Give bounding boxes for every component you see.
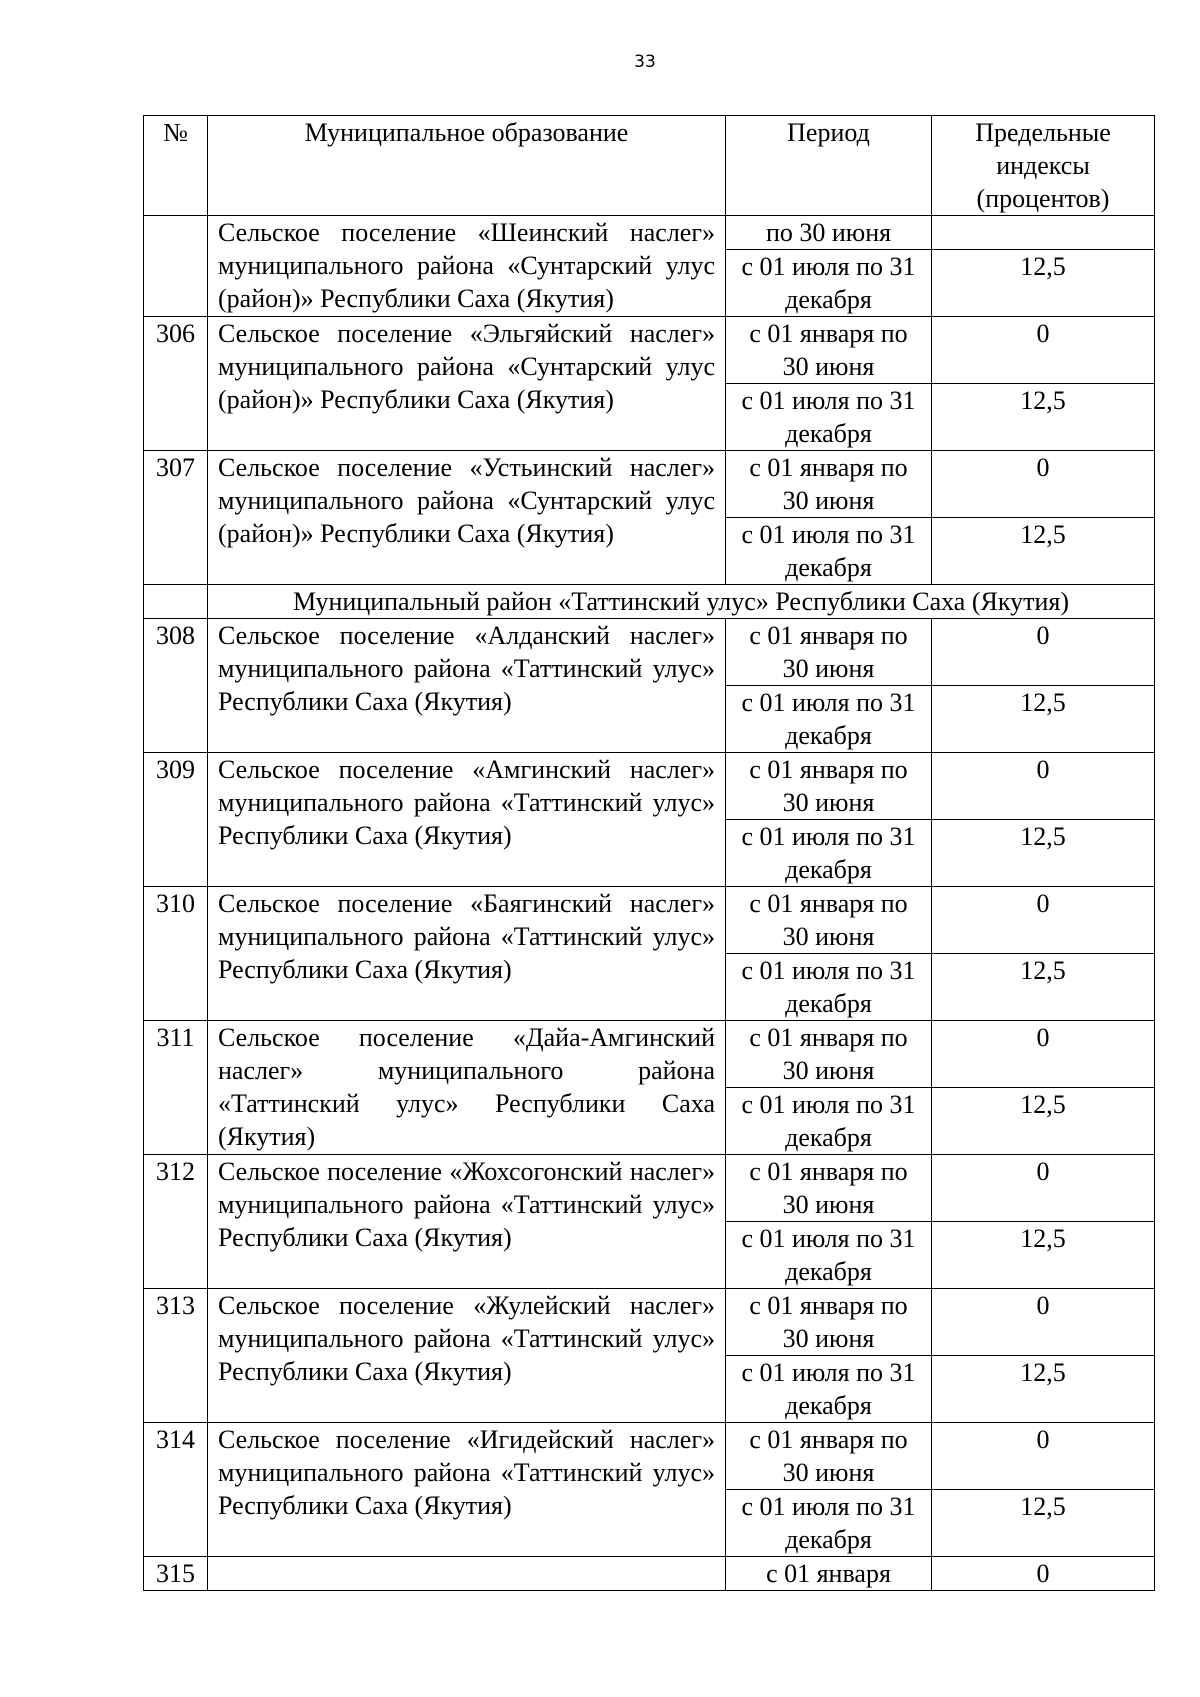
row-municipality: Сельское поселение «Жохсогонский наслег» муниципального района «Таттинский улус» Республики Саха (Якутия) <box>208 1155 726 1289</box>
row-period-second: с 01 июля по 31 декабря <box>726 250 932 317</box>
row-num: 310 <box>144 887 208 1021</box>
row-index-second: 12,5 <box>932 518 1155 585</box>
table-row-continuation <box>144 216 1155 250</box>
row-municipality: Сельское поселение «Эльгяйский наслег» муниципального района «Сунтарский улус (район)» Республики Саха (Якутия) <box>208 317 726 451</box>
row-period-first: с 01 января по 30 июня <box>726 1155 932 1222</box>
header-indices: Предельные индексы (процентов) <box>932 116 1155 216</box>
row-municipality: Сельское поселение «Игидейский наслег» муниципального района «Таттинский улус» Республики Саха (Якутия) <box>208 1423 726 1557</box>
header-period: Период <box>726 116 932 216</box>
header-num: № <box>144 116 208 216</box>
header-municipality: Муниципальное образование <box>208 116 726 216</box>
district-title: Муниципальный район «Таттинский улус» Республики Саха (Якутия) <box>208 585 1155 619</box>
row-num: 313 <box>144 1289 208 1423</box>
row-period-second: с 01 июля по 31 декабря <box>726 686 932 753</box>
row-period-first: с 01 января по 30 июня <box>726 451 932 518</box>
row-index-first: 0 <box>932 619 1155 686</box>
row-index-first: 0 <box>932 1557 1155 1591</box>
row-index-second: 12,5 <box>932 1222 1155 1289</box>
row-period-second: с 01 июля по 31 декабря <box>726 1356 932 1423</box>
row-municipality: Сельское поселение «Дайа-Амгинский наслег» муниципального района «Таттинский улус» Республики Саха (Якутия) <box>208 1021 726 1155</box>
row-period-second: с 01 июля по 31 декабря <box>726 954 932 1021</box>
row-index-second: 12,5 <box>932 1490 1155 1557</box>
table-row <box>144 451 1155 518</box>
table-row <box>144 1021 1155 1088</box>
row-index-second: 12,5 <box>932 954 1155 1021</box>
table-header-row <box>144 116 1155 216</box>
row-municipality <box>208 1557 726 1591</box>
row-num: 311 <box>144 1021 208 1155</box>
row-municipality: Сельское поселение «Баягинский наслег» муниципального района «Таттинский улус» Республики Саха (Якутия) <box>208 887 726 1021</box>
table-row <box>144 317 1155 384</box>
row-period-first: с 01 января по 30 июня <box>726 1423 932 1490</box>
row-index-second: 12,5 <box>932 250 1155 317</box>
row-index-second: 12,5 <box>932 820 1155 887</box>
row-index-first: 0 <box>932 1155 1155 1222</box>
tariff-index-table <box>143 115 1155 1591</box>
row-num: 309 <box>144 753 208 887</box>
row-index-first: 0 <box>932 451 1155 518</box>
row-num: 314 <box>144 1423 208 1557</box>
district-num-cell <box>144 585 208 619</box>
row-period-first: с 01 января по 30 июня <box>726 317 932 384</box>
table-row-last <box>144 1557 1155 1591</box>
page-number: 33 <box>634 52 656 72</box>
row-period-first: с 01 января по 30 июня <box>726 1021 932 1088</box>
row-index-first: 0 <box>932 753 1155 820</box>
row-period-second: с 01 июля по 31 декабря <box>726 820 932 887</box>
row-period-second: с 01 июля по 31 декабря <box>726 518 932 585</box>
row-period-second: с 01 июля по 31 декабря <box>726 1222 932 1289</box>
row-num: 306 <box>144 317 208 451</box>
row-municipality: Сельское поселение «Алданский наслег» муниципального района «Таттинский улус» Республики Саха (Якутия) <box>208 619 726 753</box>
row-period-first: с 01 января по 30 июня <box>726 619 932 686</box>
row-period-first: с 01 января по 30 июня <box>726 753 932 820</box>
district-heading-row <box>144 585 1155 619</box>
row-num: 308 <box>144 619 208 753</box>
row-index-second: 12,5 <box>932 686 1155 753</box>
table-row <box>144 887 1155 954</box>
row-num <box>144 216 208 317</box>
table-row <box>144 619 1155 686</box>
row-period-first: с 01 января <box>726 1557 932 1591</box>
table-row <box>144 753 1155 820</box>
row-index-first <box>932 216 1155 250</box>
row-municipality: Сельское поселение «Жулейский наслег» муниципального района «Таттинский улус» Республики Саха (Якутия) <box>208 1289 726 1423</box>
table-row <box>144 1155 1155 1222</box>
row-period-first: с 01 января по 30 июня <box>726 1289 932 1356</box>
row-period-second: с 01 июля по 31 декабря <box>726 1490 932 1557</box>
row-index-first: 0 <box>932 887 1155 954</box>
row-municipality: Сельское поселение «Устьинский наслег» муниципального района «Сунтарский улус (район)» Республики Саха (Якутия) <box>208 451 726 585</box>
row-period-first: с 01 января по 30 июня <box>726 887 932 954</box>
row-num: 312 <box>144 1155 208 1289</box>
row-municipality: Сельское поселение «Шеинский наслег» муниципального района «Сунтарский улус (район)» Республики Саха (Якутия) <box>208 216 726 317</box>
row-index-first: 0 <box>932 1021 1155 1088</box>
row-period-first: по 30 июня <box>726 216 932 250</box>
row-period-second: с 01 июля по 31 декабря <box>726 384 932 451</box>
table-row <box>144 1289 1155 1356</box>
row-period-second: с 01 июля по 31 декабря <box>726 1088 932 1155</box>
row-index-second: 12,5 <box>932 1088 1155 1155</box>
row-index-first: 0 <box>932 1423 1155 1490</box>
row-num: 315 <box>144 1557 208 1591</box>
table-row <box>144 1423 1155 1490</box>
row-index-first: 0 <box>932 1289 1155 1356</box>
row-index-second: 12,5 <box>932 384 1155 451</box>
row-num: 307 <box>144 451 208 585</box>
row-municipality: Сельское поселение «Амгинский наслег» муниципального района «Таттинский улус» Республики Саха (Якутия) <box>208 753 726 887</box>
row-index-first: 0 <box>932 317 1155 384</box>
row-index-second: 12,5 <box>932 1356 1155 1423</box>
